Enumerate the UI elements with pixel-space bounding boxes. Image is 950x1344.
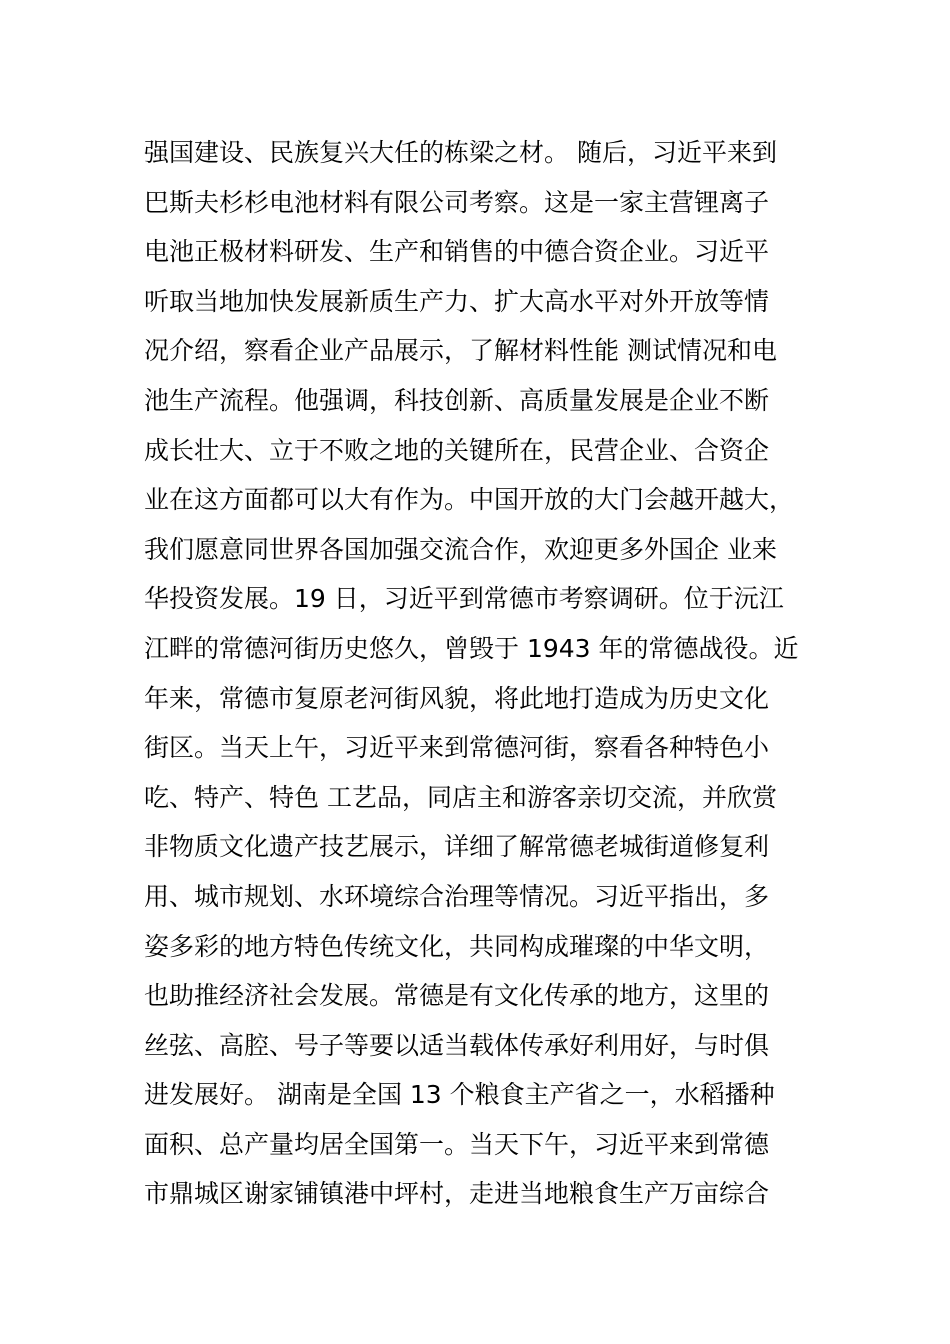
- text-line: 江畔的常德河街历史悠久，曾毁于 1943 年的常德战役。近: [144, 633, 799, 663]
- text-line: 况介绍，察看企业产品展示，了解材料性能 测试情况和电: [144, 336, 777, 366]
- text-line: 成长壮大、立于不败之地的关键所在，民营企业、合资企: [144, 435, 770, 465]
- text-line: 业在这方面都可以大有作为。中国开放的大门会越开越大，: [144, 485, 795, 515]
- text-line: 丝弦、高腔、号子等要以适当载体传承好利用好，与时俱: [144, 1030, 770, 1060]
- text-line: 强国建设、民族复兴大任的栋梁之材。 随后，习近平来到: [144, 138, 777, 167]
- text-line: 电池正极材料研发、生产和销售的中德合资企业。习近平: [144, 237, 770, 267]
- text-line: 面积、总产量均居全国第一。当天下午，习近平来到常德: [144, 1129, 770, 1159]
- text-line: 也助推经济社会发展。常德是有文化传承的地方，这里的: [144, 981, 770, 1011]
- text-line: 华投资发展。19 日，习近平到常德市考察调研。位于沅江: [144, 584, 784, 614]
- text-line: 池生产流程。他强调，科技创新、高质量发展是企业不断: [144, 385, 770, 415]
- text-line: 听取当地加快发展新质生产力、扩大高水平对外开放等情: [144, 286, 770, 316]
- text-line: 进发展好。 湖南是全国 13 个粮食主产省之一，水稻播种: [144, 1080, 775, 1110]
- text-line: 用、城市规划、水环境综合治理等情况。习近平指出，多: [144, 881, 770, 911]
- text-line: 市鼎城区谢家铺镇港中坪村，走进当地粮食生产万亩综合: [144, 1179, 770, 1209]
- text-line: 巴斯夫杉杉电池材料有限公司考察。这是一家主营锂离子: [144, 187, 770, 217]
- text-line: 年来，常德市复原老河街风貌，将此地打造成为历史文化: [144, 683, 770, 713]
- text-line: 街区。当天上午，习近平来到常德河街，察看各种特色小: [144, 733, 770, 763]
- text-line: 吃、特产、特色 工艺品，同店主和游客亲切交流，并欣赏: [144, 782, 777, 812]
- text-line: 我们愿意同世界各国加强交流合作，欢迎更多外国企 业来: [144, 534, 777, 564]
- text-line: 非物质文化遗产技艺展示，详细了解常德老城街道修复利: [144, 832, 770, 862]
- body-text: [144, 128, 824, 1219]
- text-line: 姿多彩的地方特色传统文化，共同构成璀璨的中华文明，: [144, 931, 770, 961]
